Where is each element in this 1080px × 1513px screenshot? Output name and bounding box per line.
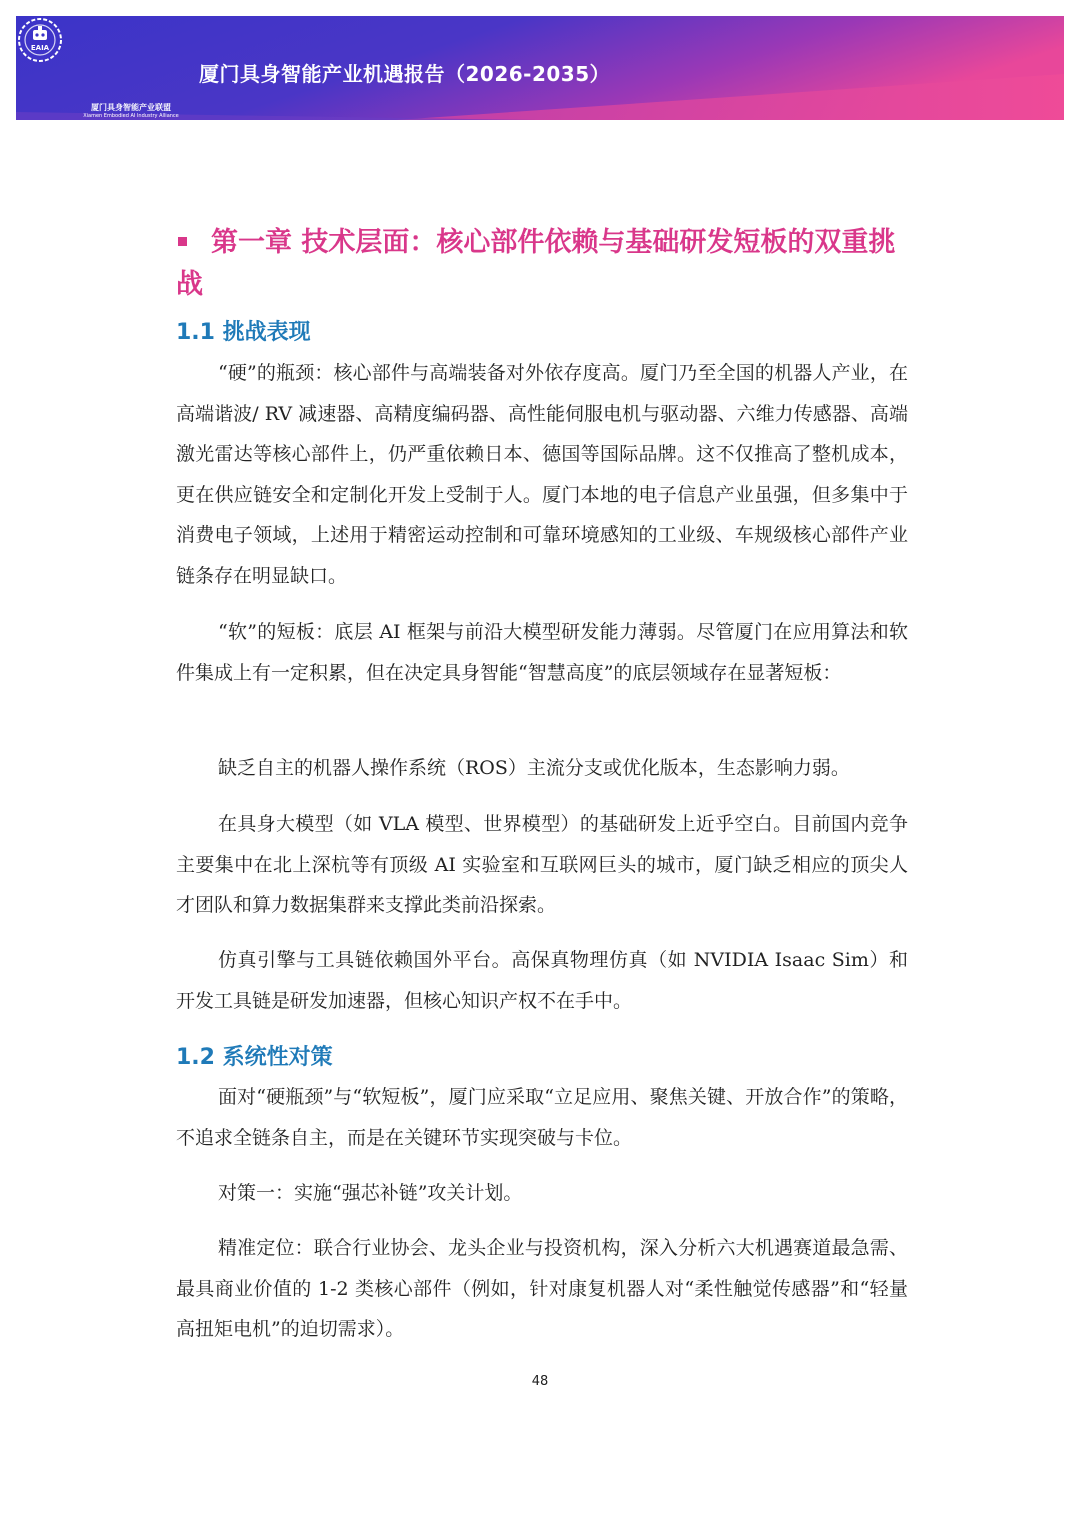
bullet-icon	[178, 237, 187, 246]
alliance-name-cn: 厦门具身智能产业联盟	[91, 103, 171, 112]
chapter-title-text: 第一章 技术层面：核心部件依赖与基础研发短板的双重挑战	[176, 227, 896, 300]
paragraph: 面对“硬瓶颈”与“软短板”，厦门应采取“立足应用、聚焦关键、开放合作”的策略，不追求全链条自主，而是在关键环节实现突破与卡位。	[176, 1086, 908, 1149]
section-title: 1.2 系统性对策	[176, 1045, 333, 1070]
paragraph: 仿真引擎与工具链依赖国外平台。高保真物理仿真（如 NVIDIA Isaac Sim）和开发工具链是研发加速器，但核心知识产权不在手中。	[176, 949, 908, 1012]
paragraph: 对策一：实施“强芯补链”攻关计划。	[218, 1182, 523, 1204]
paragraph: “软”的短板：底层 AI 框架与前沿大模型研发能力薄弱。尽管厦门在应用算法和软件集成上有一定积累，但在决定具身智能“智慧高度”的底层领域存在显著短板：	[176, 621, 908, 684]
paragraph: 精准定位：联合行业协会、龙头企业与投资机构，深入分析六大机遇赛道最急需、最具商业价值的 1-2 类核心部件（例如，针对康复机器人对“柔性触觉传感器”和“轻量高扭矩电机”的迫切需求）。	[176, 1237, 908, 1340]
paragraph: 缺乏自主的机器人操作系统（ROS）主流分支或优化版本，生态影响力弱。	[218, 757, 850, 779]
header-banner	[16, 16, 1064, 120]
section-title: 1.1 挑战表现	[176, 320, 311, 345]
eaia-logo	[16, 16, 64, 64]
page-number: 48	[531, 1374, 549, 1389]
report-title: 厦门具身智能产业机遇报告（2026-2035）	[199, 62, 611, 86]
chapter-title	[176, 222, 916, 306]
alliance-name-en: Xiamen Embodied AI Industry Alliance	[83, 113, 179, 119]
logo-text: EAIA	[30, 44, 50, 52]
paragraph: 在具身大模型（如 VLA 模型、世界模型）的基础研发上近乎空白。目前国内竞争主要集中在北上深杭等有顶级 AI 实验室和互联网巨头的城市，厦门缺乏相应的顶尖人才团队和算力数据集群来支撑此类前沿探索。	[176, 813, 908, 916]
paragraph: “硬”的瓶颈：核心部件与高端装备对外依存度高。厦门乃至全国的机器人产业，在高端谐波/ RV 减速器、高精度编码器、高性能伺服电机与驱动器、六维力传感器、高端激光雷达等核心部件上，仍严重依赖日本、德国等国际品牌。这不仅推高了整机成本，更在供应链安全和定制化开发上受制于人。厦门本地的电子信息产业虽强，但多集中于消费电子领域，上述用于精密运动控制和可靠环境感知的工业级、车规级核心部件产业链条存在明显缺口。	[176, 362, 908, 587]
alliance-name	[66, 103, 196, 120]
